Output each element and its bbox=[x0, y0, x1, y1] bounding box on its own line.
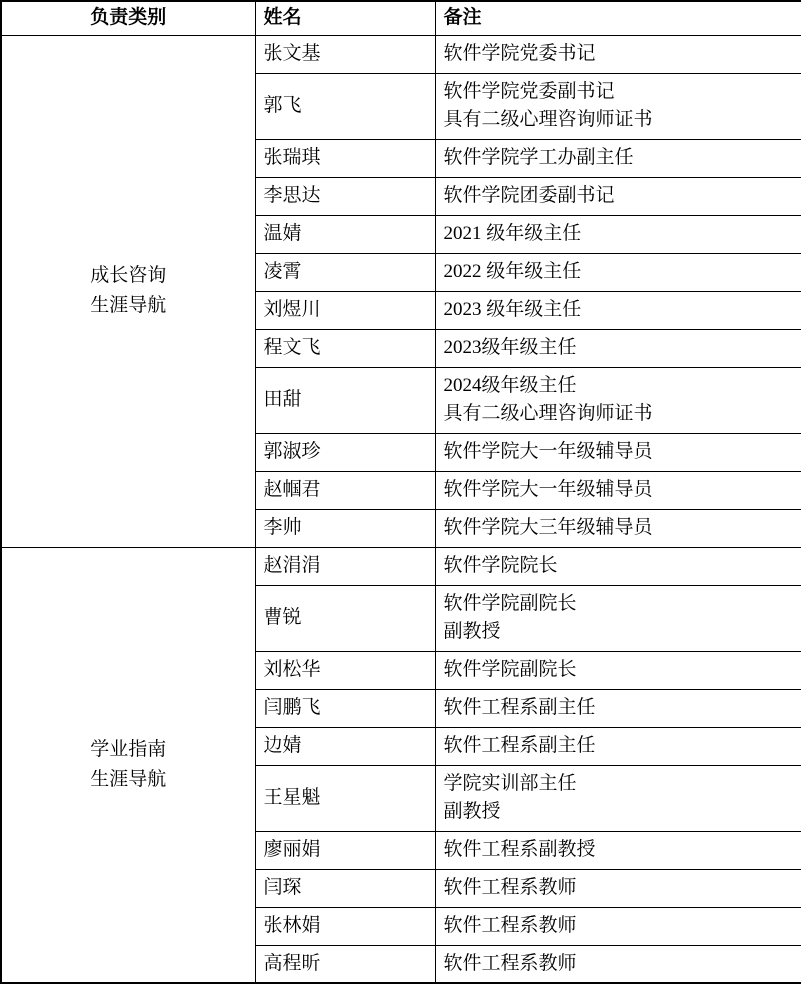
name-cell: 温婧 bbox=[255, 215, 435, 253]
notes-cell bbox=[435, 73, 801, 139]
note-line: 软件学院院长 bbox=[443, 555, 558, 576]
notes-cell bbox=[435, 253, 801, 291]
note-line: 软件学院党委书记 bbox=[443, 43, 596, 64]
note-line: 软件工程系副主任 bbox=[443, 697, 596, 718]
name-cell: 刘煜川 bbox=[255, 291, 435, 329]
note-line: 软件学院副院长 bbox=[443, 593, 577, 614]
name-cell: 凌霄 bbox=[255, 253, 435, 291]
note-line: 软件学院大一年级辅导员 bbox=[443, 479, 653, 500]
table-body bbox=[1, 35, 801, 983]
name-cell: 赵帼君 bbox=[255, 471, 435, 509]
notes-cell bbox=[435, 907, 801, 945]
name-cell: 张文基 bbox=[255, 35, 435, 73]
note-line: 副教授 bbox=[443, 621, 501, 642]
name-cell: 张瑞琪 bbox=[255, 139, 435, 177]
name-cell: 张林娟 bbox=[255, 907, 435, 945]
notes-cell bbox=[435, 509, 801, 547]
notes-cell bbox=[435, 831, 801, 869]
note-line: 学院实训部主任 bbox=[443, 773, 577, 794]
category-cell bbox=[1, 35, 255, 547]
notes-cell bbox=[435, 471, 801, 509]
note-line: 具有二级心理咨询师证书 bbox=[443, 109, 653, 130]
category-line: 学业指南 bbox=[90, 738, 167, 760]
name-cell: 郭淑珍 bbox=[255, 433, 435, 471]
note-line: 2023 级年级主任 bbox=[443, 299, 582, 320]
notes-cell bbox=[435, 35, 801, 73]
note-line: 具有二级心理咨询师证书 bbox=[443, 403, 653, 424]
notes-cell bbox=[435, 547, 801, 585]
header-notes: 备注 bbox=[435, 1, 801, 35]
category-line: 生涯导航 bbox=[90, 768, 167, 790]
note-line: 软件工程系副主任 bbox=[443, 735, 596, 756]
note-line: 软件学院党委副书记 bbox=[443, 81, 615, 102]
notes-cell bbox=[435, 215, 801, 253]
note-line: 软件工程系副教授 bbox=[443, 839, 596, 860]
notes-cell bbox=[435, 765, 801, 831]
category-line: 成长咨询 bbox=[90, 265, 167, 286]
notes-cell bbox=[435, 291, 801, 329]
header-category: 负责类别 bbox=[1, 1, 255, 35]
notes-cell bbox=[435, 329, 801, 367]
note-line: 2024级年级主任 bbox=[443, 375, 577, 396]
name-cell: 李思达 bbox=[255, 177, 435, 215]
name-cell: 曹锐 bbox=[255, 585, 435, 651]
header-name: 姓名 bbox=[255, 1, 435, 35]
table-row bbox=[1, 35, 801, 73]
name-cell: 郭飞 bbox=[255, 73, 435, 139]
note-line: 软件学院学工办副主任 bbox=[443, 147, 634, 168]
name-cell: 王星魁 bbox=[255, 765, 435, 831]
name-cell: 闫琛 bbox=[255, 869, 435, 907]
note-line: 副教授 bbox=[443, 801, 501, 822]
notes-cell bbox=[435, 945, 801, 983]
notes-cell bbox=[435, 367, 801, 433]
notes-cell bbox=[435, 727, 801, 765]
notes-cell bbox=[435, 651, 801, 689]
category-line: 生涯导航 bbox=[90, 295, 167, 316]
note-line: 2022 级年级主任 bbox=[443, 261, 582, 282]
note-line: 2023级年级主任 bbox=[443, 337, 577, 358]
notes-cell bbox=[435, 433, 801, 471]
name-cell: 高程昕 bbox=[255, 945, 435, 983]
note-line: 软件工程系教师 bbox=[443, 877, 577, 898]
notes-cell bbox=[435, 689, 801, 727]
note-line: 软件学院大一年级辅导员 bbox=[443, 441, 653, 462]
name-cell: 闫鹏飞 bbox=[255, 689, 435, 727]
notes-cell bbox=[435, 177, 801, 215]
name-cell: 刘松华 bbox=[255, 651, 435, 689]
category-cell bbox=[1, 547, 255, 983]
notes-cell bbox=[435, 869, 801, 907]
note-line: 软件工程系教师 bbox=[443, 952, 577, 974]
table-row bbox=[1, 547, 801, 585]
notes-cell bbox=[435, 139, 801, 177]
note-line: 软件学院大三年级辅导员 bbox=[443, 517, 653, 538]
name-cell: 廖丽娟 bbox=[255, 831, 435, 869]
name-cell: 田甜 bbox=[255, 367, 435, 433]
name-cell: 赵涓涓 bbox=[255, 547, 435, 585]
name-cell: 程文飞 bbox=[255, 329, 435, 367]
note-line: 2021 级年级主任 bbox=[443, 223, 582, 244]
header-row bbox=[1, 1, 801, 35]
name-cell: 边婧 bbox=[255, 727, 435, 765]
note-line: 软件学院团委副书记 bbox=[443, 185, 615, 206]
note-line: 软件工程系教师 bbox=[443, 915, 577, 936]
notes-cell bbox=[435, 585, 801, 651]
note-line: 软件学院副院长 bbox=[443, 659, 577, 680]
name-cell: 李帅 bbox=[255, 509, 435, 547]
